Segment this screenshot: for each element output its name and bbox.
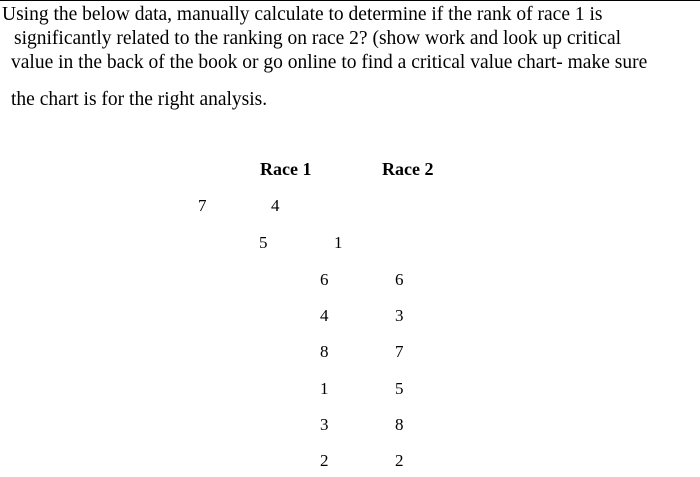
race1-value: 6 — [320, 270, 329, 289]
race1-value: 4 — [320, 306, 329, 325]
question-line-3: value in the back of the book or go online to find a critical value chart- make sure — [11, 52, 648, 73]
stray-value: 5 — [259, 233, 268, 252]
stray-value: 7 — [198, 196, 207, 215]
question-line-2: significantly related to the ranking on race 2? (show work and look up critical — [14, 28, 622, 49]
header-race-2: Race 2 — [382, 159, 434, 179]
race1-value: 8 — [320, 342, 329, 361]
race2-value: 5 — [395, 379, 404, 398]
race1-value: 1 — [320, 379, 329, 398]
race1-value: 2 — [320, 451, 329, 470]
stray-value: 4 — [271, 196, 280, 215]
race2-value: 3 — [395, 306, 404, 325]
race2-value: 7 — [395, 342, 404, 361]
question-line-1: Using the below data, manually calculate to determine if the rank of race 1 is — [2, 4, 603, 25]
race2-value: 2 — [395, 451, 404, 470]
stray-value: 1 — [334, 233, 343, 252]
race2-value: 6 — [395, 270, 404, 289]
question-line-4: the chart is for the right analysis. — [11, 89, 268, 110]
race2-value: 8 — [395, 415, 404, 434]
race1-value: 3 — [320, 415, 329, 434]
header-race-1: Race 1 — [260, 159, 312, 179]
top-border-rule — [0, 0, 700, 1]
